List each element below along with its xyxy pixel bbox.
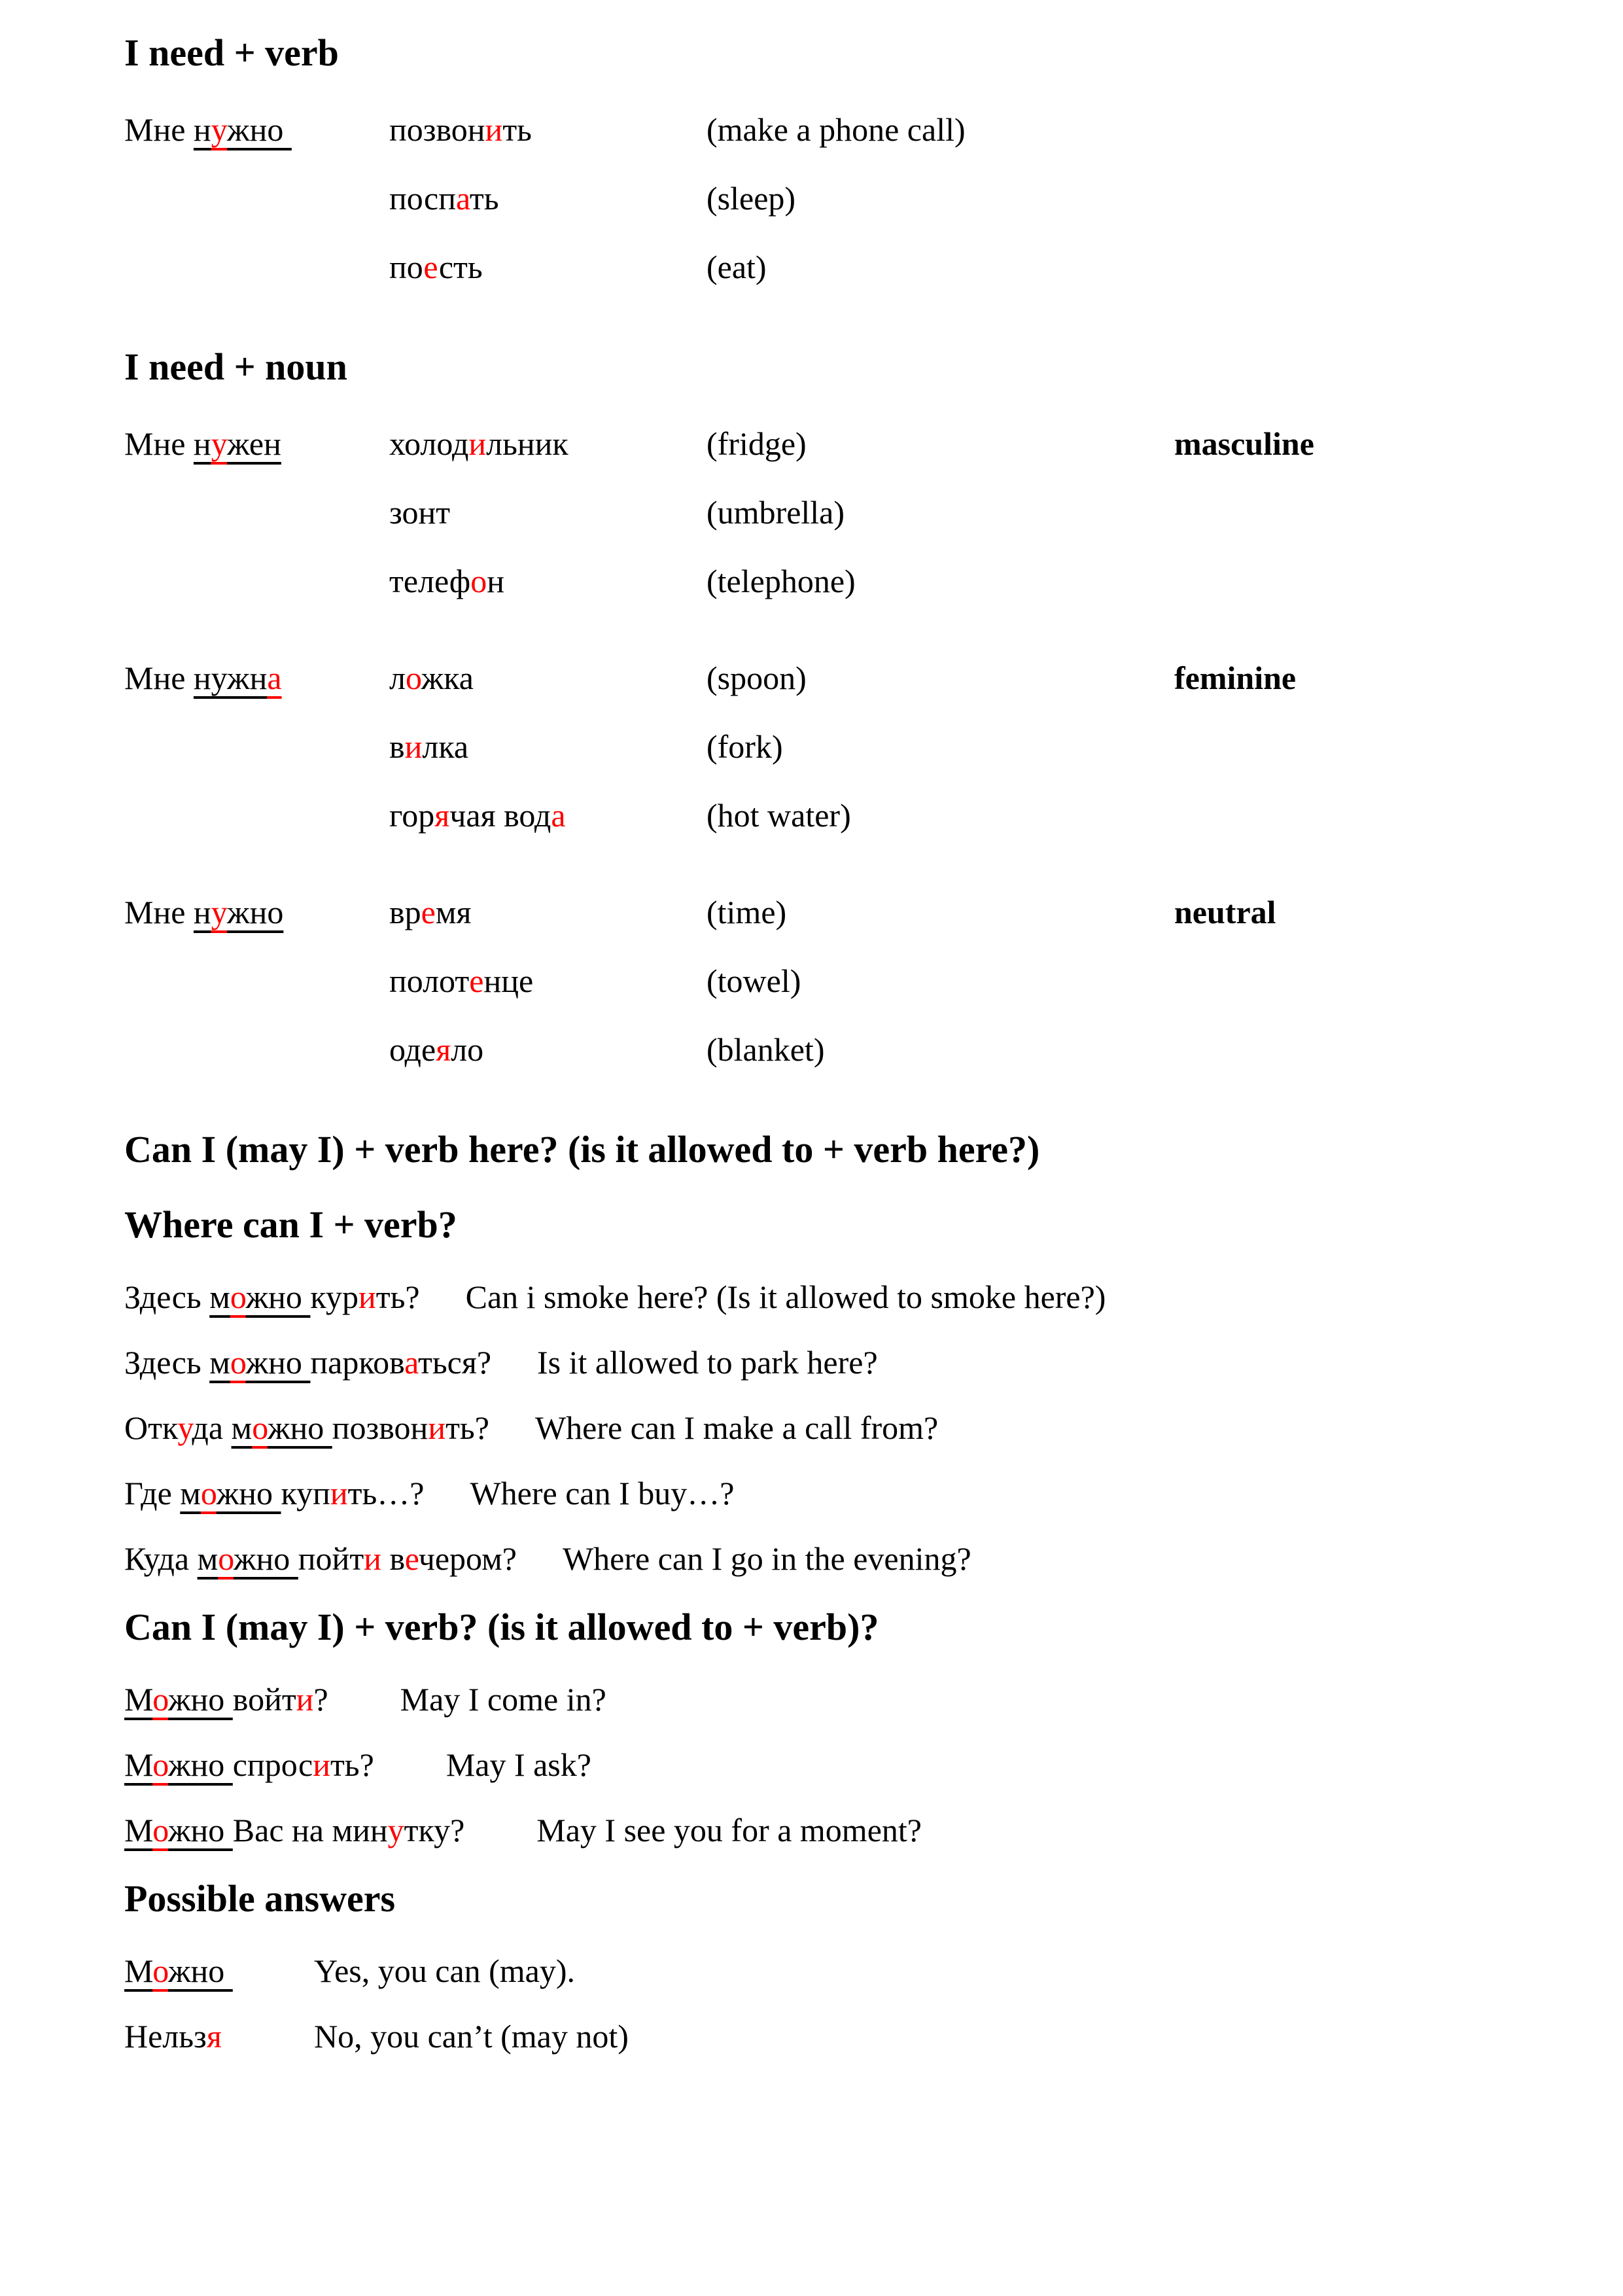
english-phrase: May I come in? xyxy=(400,1681,606,1718)
lead-phrase xyxy=(124,796,389,835)
table-row xyxy=(124,424,1505,463)
lead-phrase xyxy=(124,1030,389,1069)
english-translation: (umbrella) xyxy=(707,494,845,531)
section-heading-can-here: Can I (may I) + verb here? (is it allowed to + verb here?) xyxy=(124,1128,1040,1171)
table-row xyxy=(124,110,1505,149)
can-here-lines xyxy=(124,1277,1505,1578)
russian-word: телефон xyxy=(389,563,504,599)
gender-label xyxy=(1174,493,1505,532)
english-phrase: No, you can’t (may not) xyxy=(314,2018,629,2055)
gender-label xyxy=(1174,796,1505,835)
english-phrase: Yes, you can (may). xyxy=(314,1952,576,1989)
english-phrase: Where can I go in the evening? xyxy=(562,1540,971,1577)
table-row xyxy=(124,892,1505,932)
gender-label xyxy=(1174,110,1505,149)
lead-phrase: Мне нужно xyxy=(124,894,284,930)
russian-word: ложка xyxy=(389,660,474,696)
russian-phrase: Здесь можно курить? xyxy=(124,1279,420,1315)
english-translation: (time) xyxy=(707,894,787,930)
english-phrase: Where can I buy…? xyxy=(470,1475,735,1511)
table-row xyxy=(124,493,1505,532)
can-verb-lines xyxy=(124,1680,1505,1850)
answer-row xyxy=(124,2017,1505,2056)
russian-phrase: Можно xyxy=(124,1952,233,1989)
russian-word: одеяло xyxy=(389,1031,484,1068)
gender-label xyxy=(1174,1030,1505,1069)
russian-phrase: Можно войти? xyxy=(124,1681,328,1718)
lead-phrase: Мне нужно xyxy=(124,111,292,148)
gender-label xyxy=(1174,561,1505,601)
section-heading-need-verb: I need + verb xyxy=(124,31,339,74)
qa-line xyxy=(124,1408,1505,1447)
qa-line xyxy=(124,1745,1505,1784)
russian-word: горячая вода xyxy=(389,797,566,834)
table-row xyxy=(124,961,1505,1000)
english-translation: (blanket) xyxy=(707,1031,825,1068)
table-row xyxy=(124,179,1505,218)
gender-label: neutral xyxy=(1174,894,1276,930)
section-heading-need-noun: I need + noun xyxy=(124,345,347,388)
english-translation: (spoon) xyxy=(707,660,807,696)
russian-phrase: Можно спросить? xyxy=(124,1746,374,1783)
qa-line xyxy=(124,1277,1505,1316)
english-translation: (fridge) xyxy=(707,425,807,462)
qa-line xyxy=(124,1680,1505,1719)
qa-line xyxy=(124,1539,1505,1578)
answer-lines xyxy=(124,1951,1505,2056)
section-heading-answers: Possible answers xyxy=(124,1877,396,1920)
answer-row xyxy=(124,1951,1505,1990)
lead-phrase xyxy=(124,961,389,1000)
section-heading-can-verb: Can I (may I) + verb? (is it allowed to + verb)? xyxy=(124,1606,879,1648)
english-translation: (telephone) xyxy=(707,563,856,599)
lead-phrase xyxy=(124,493,389,532)
need-noun-table xyxy=(124,424,1505,1069)
gender-label: masculine xyxy=(1174,425,1314,462)
russian-phrase: Нельзя xyxy=(124,2018,222,2055)
qa-line xyxy=(124,1343,1505,1382)
qa-line xyxy=(124,1810,1505,1850)
russian-word: время xyxy=(389,894,472,930)
english-phrase: May I ask? xyxy=(445,1746,591,1783)
russian-word: холодильник xyxy=(389,425,568,462)
english-translation: (make a phone call) xyxy=(707,111,966,148)
english-phrase: May I see you for a moment? xyxy=(536,1812,922,1848)
russian-phrase: Где можно купить…? xyxy=(124,1475,425,1511)
lead-phrase xyxy=(124,561,389,601)
russian-word: позвонить xyxy=(389,111,532,148)
lead-phrase xyxy=(124,179,389,218)
lead-phrase: Мне нужна xyxy=(124,660,282,696)
english-translation: (sleep) xyxy=(707,180,796,217)
lead-phrase xyxy=(124,727,389,766)
gender-label xyxy=(1174,727,1505,766)
russian-word: поспать xyxy=(389,180,499,217)
english-phrase: Can i smoke here? (Is it allowed to smoke here?) xyxy=(465,1279,1106,1315)
table-row xyxy=(124,1030,1505,1069)
gender-label: feminine xyxy=(1174,660,1297,696)
russian-phrase: Можно Вас на минутку? xyxy=(124,1812,465,1848)
english-translation: (eat) xyxy=(707,249,767,285)
english-phrase: Where can I make a call from? xyxy=(534,1409,939,1446)
english-translation: (hot water) xyxy=(707,797,851,834)
section-heading-where-can: Where can I + verb? xyxy=(124,1203,457,1246)
table-row xyxy=(124,658,1505,698)
gender-label xyxy=(1174,179,1505,218)
table-row xyxy=(124,561,1505,601)
table-row xyxy=(124,796,1505,835)
russian-phrase: Здесь можно парковаться? xyxy=(124,1344,492,1381)
table-row xyxy=(124,727,1505,766)
english-translation: (towel) xyxy=(707,963,801,999)
table-row xyxy=(124,247,1505,287)
qa-line xyxy=(124,1474,1505,1513)
english-phrase: Is it allowed to park here? xyxy=(537,1344,878,1381)
gender-label xyxy=(1174,247,1505,287)
lead-phrase: Мне нужен xyxy=(124,425,281,462)
russian-word: полотенце xyxy=(389,963,534,999)
need-verb-table xyxy=(124,110,1505,287)
russian-word: зонт xyxy=(389,494,451,531)
gender-label xyxy=(1174,961,1505,1000)
lead-phrase xyxy=(124,247,389,287)
russian-phrase: Куда можно пойти вечером? xyxy=(124,1540,517,1577)
russian-phrase: Откуда можно позвонить? xyxy=(124,1409,489,1446)
russian-word: поесть xyxy=(389,249,483,285)
russian-word: вилка xyxy=(389,728,469,765)
english-translation: (fork) xyxy=(707,728,783,765)
